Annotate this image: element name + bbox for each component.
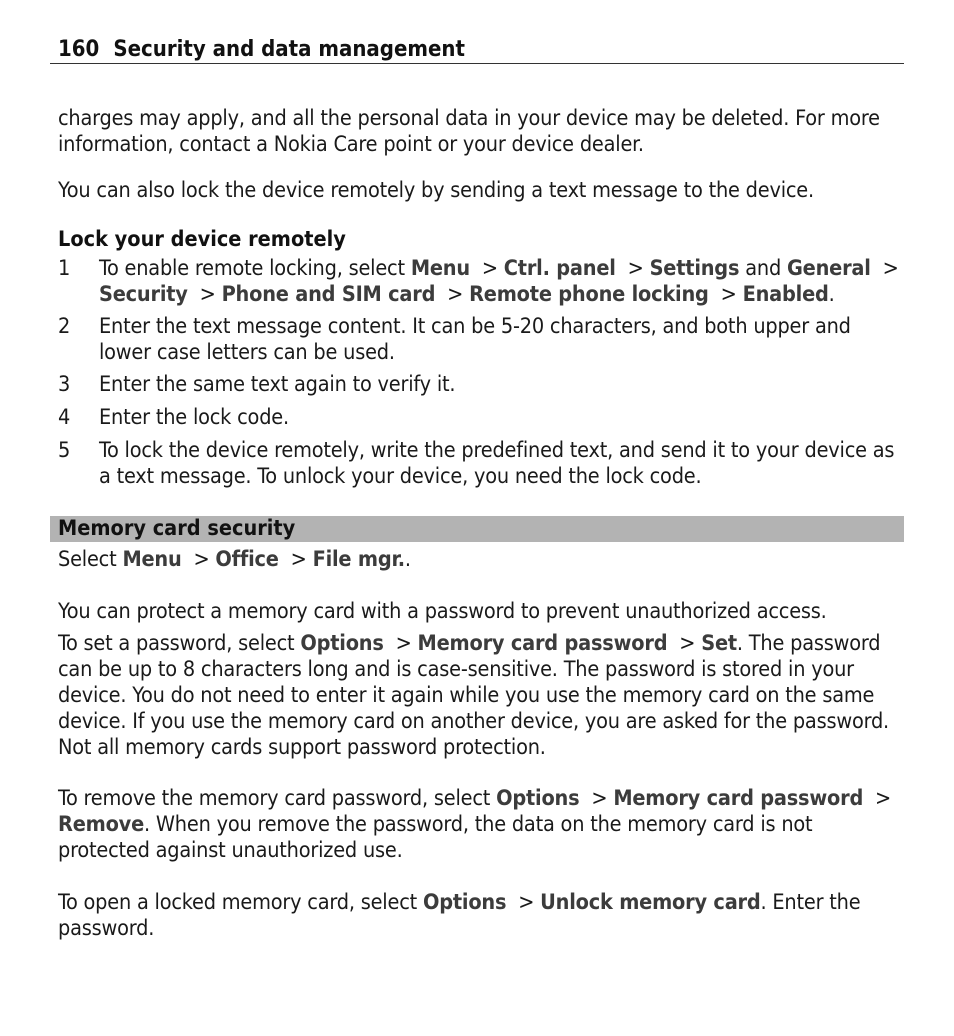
step-text: Enter the lock code. <box>99 405 289 430</box>
step-text-pre: To enable remote locking, select <box>99 256 405 281</box>
period: . <box>404 547 411 572</box>
unlock-card-paragraph <box>58 890 898 942</box>
menu-path-options: Options <box>496 786 580 811</box>
text: To set a password, select <box>58 631 295 656</box>
menu-path-remove: Remove <box>58 812 144 837</box>
menu-path-menu: Menu <box>122 547 182 572</box>
menu-path-remote-locking: Remote phone locking <box>469 282 709 307</box>
step-1 <box>58 256 904 308</box>
step-text: Enter the text message content. It can be 5-20 characters, and both upper and lower case letters can be used. <box>99 314 851 365</box>
arrow: > <box>875 786 892 811</box>
menu-path-security: Security <box>99 282 188 307</box>
menu-path-memory-card-password: Memory card password <box>613 786 864 811</box>
remove-password-paragraph <box>58 786 898 864</box>
menu-path-options: Options <box>300 631 384 656</box>
menu-path-file-mgr: File mgr. <box>312 547 405 572</box>
text: . Enter the password. <box>58 890 861 941</box>
menu-path-options: Options <box>422 890 507 915</box>
select-file-manager-line <box>58 547 898 573</box>
menu-path-phone-sim: Phone and SIM card <box>221 282 436 307</box>
step-number: 2 <box>58 314 71 339</box>
step-3 <box>58 372 904 398</box>
step-2 <box>58 314 904 366</box>
menu-path-ctrl-panel: Ctrl. panel <box>503 256 616 281</box>
and-text: and <box>745 256 782 281</box>
arrow: > <box>481 256 498 281</box>
text: . When you remove the password, the data on the memory card is not protected against unauthorized use. <box>58 812 813 863</box>
section-heading-memory-card: Memory card security <box>50 516 904 542</box>
arrow: > <box>395 631 412 656</box>
step-4 <box>58 405 904 431</box>
step-5 <box>58 438 904 490</box>
protect-paragraph: You can protect a memory card with a password to prevent unauthorized access. <box>58 599 827 624</box>
arrow: > <box>882 256 899 281</box>
page-header <box>50 36 904 64</box>
text: To open a locked memory card, select <box>58 890 418 915</box>
arrow: > <box>679 631 696 656</box>
step-text <box>99 256 904 308</box>
lock-remote-heading: Lock your device remotely <box>58 227 346 252</box>
step-number: 3 <box>58 372 71 397</box>
arrow: > <box>199 282 216 307</box>
text: . The password can be up to 8 characters long and is case-sensitive. The password is stored in your device. You do not need to enter it again while you use the memory card on the same device. If you use the memory card on another device, you are asked for the password. Not all memory cards support password protection. <box>58 631 889 760</box>
menu-path-set: Set <box>701 631 737 656</box>
menu-path-memory-card-password: Memory card password <box>417 631 668 656</box>
arrow: > <box>447 282 464 307</box>
menu-path-settings: Settings <box>649 256 740 281</box>
menu-path-office: Office <box>215 547 279 572</box>
chapter-title: Security and data management <box>113 37 465 62</box>
arrow: > <box>518 890 535 915</box>
intro-paragraph-2: You can also lock the device remotely by sending a text message to the device. <box>58 178 814 203</box>
arrow: > <box>720 282 737 307</box>
arrow: > <box>290 547 307 572</box>
step-text: To lock the device remotely, write the predefined text, and send it to your device as a text message. To unlock your device, you need the lock code. <box>99 438 895 489</box>
step-number: 4 <box>58 405 71 430</box>
text: To remove the memory card password, select <box>58 786 491 811</box>
select-text: Select <box>58 547 117 572</box>
arrow: > <box>193 547 210 572</box>
menu-path-unlock-memory-card: Unlock memory card <box>540 890 761 915</box>
step-text: Enter the same text again to verify it. <box>99 372 456 397</box>
page-number: 160 <box>58 37 100 62</box>
arrow: > <box>627 256 644 281</box>
set-password-paragraph <box>58 631 898 761</box>
intro-paragraph-1: charges may apply, and all the personal data in your device may be deleted. For more information, contact a Nokia Care point or your device dealer. <box>58 106 880 157</box>
menu-path-general: General <box>786 256 871 281</box>
arrow: > <box>591 786 608 811</box>
step-number: 1 <box>58 256 71 281</box>
menu-path-menu: Menu <box>410 256 470 281</box>
period: . <box>828 282 835 307</box>
menu-path-enabled: Enabled <box>742 282 829 307</box>
step-number: 5 <box>58 438 71 463</box>
